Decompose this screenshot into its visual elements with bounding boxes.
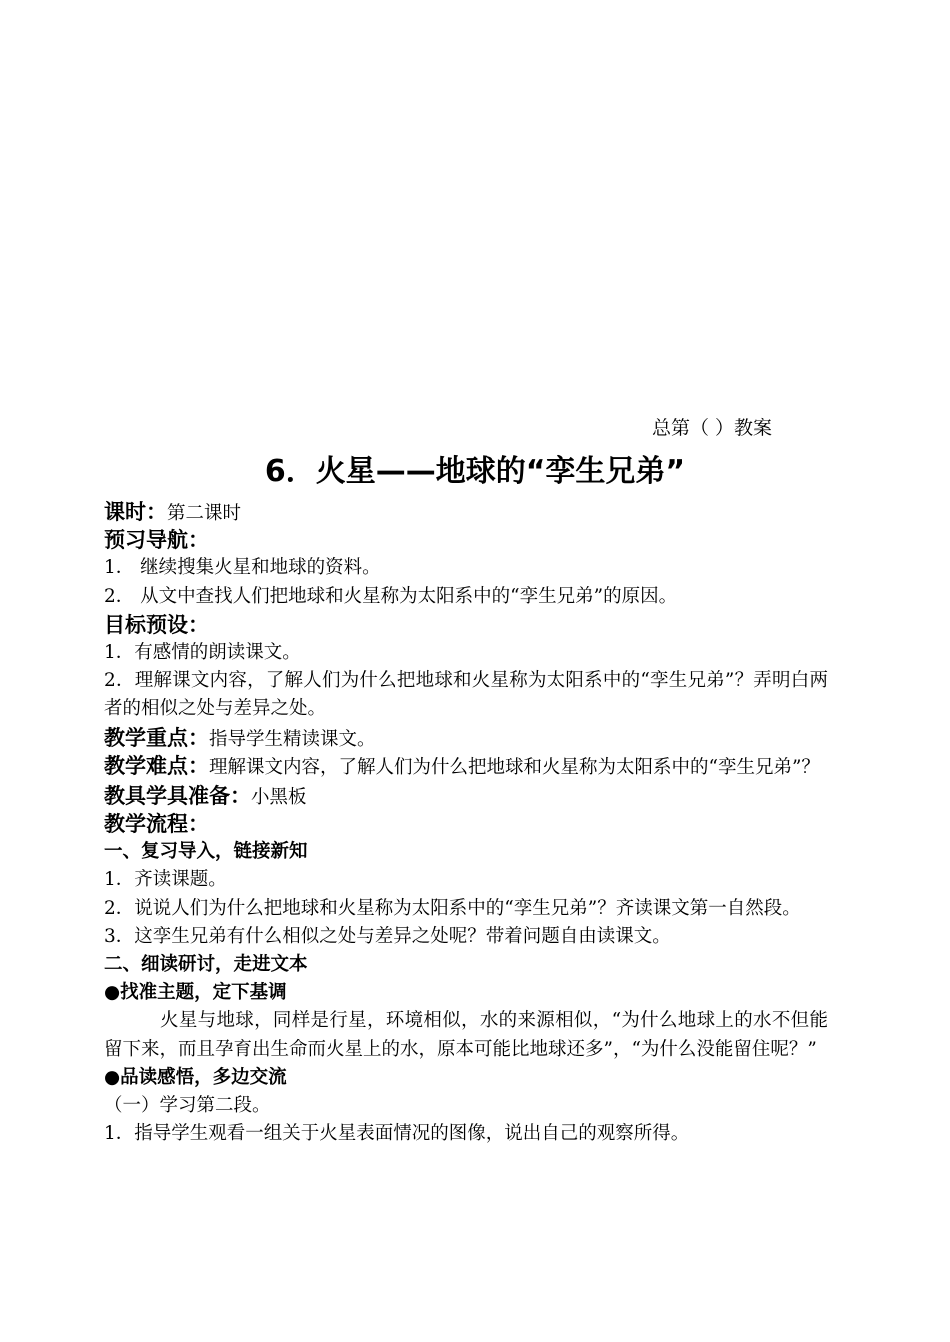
section-item: 1．指导学生观看一组关于火星表面情况的图像，说出自己的观察所得。 xyxy=(104,1123,690,1145)
goals-label: 目标预设： xyxy=(104,612,209,637)
key-point-row xyxy=(104,724,828,752)
key-point-label: 教学重点： xyxy=(104,725,209,750)
key-point-value: 指导学生精读课文。 xyxy=(209,728,376,750)
goal-item: 1．有感情的朗读课文。 xyxy=(104,641,301,663)
goal-item: 2．理解课文内容，了解人们为什么把地球和火星称为太阳系中的“孪生兄弟”？弄明白两者的相似之处与差异之处。 xyxy=(104,670,828,720)
preview-label: 预习导航： xyxy=(104,528,209,553)
section-heading: 一、复习导入，链接新知 xyxy=(104,841,308,863)
process-label: 教学流程： xyxy=(104,812,209,837)
goals-heading xyxy=(104,611,828,639)
section-item: 1．齐读课题。 xyxy=(104,869,227,891)
lesson-title: 6．火星——地球的“孪生兄弟” xyxy=(264,454,686,489)
lesson-time-row xyxy=(104,498,828,526)
materials-row xyxy=(104,782,828,810)
section-item: 3．这孪生兄弟有什么相似之处与差异之处呢？带着问题自由读课文。 xyxy=(104,925,671,947)
materials-label: 教具学具准备： xyxy=(104,783,251,808)
part-heading: （一）学习第二段。 xyxy=(104,1095,271,1117)
lesson-time-value: 第二课时 xyxy=(167,503,242,524)
lesson-content xyxy=(104,498,828,1148)
difficulty-value: 理解课文内容，了解人们为什么把地球和火星称为太阳系中的“孪生兄弟”？ xyxy=(209,756,820,778)
subsection-heading: ●品读感悟，多边交流 xyxy=(104,1066,287,1088)
difficulty-label: 教学难点： xyxy=(104,753,209,778)
theme-paragraph: 火星与地球，同样是行星，环境相似，水的来源相似，“为什么地球上的水不但能留下来，而且孕育出生命而火星上的水，原本可能比地球还多”，“为什么没能留住呢？” xyxy=(104,1010,828,1060)
preview-item: 1． 继续搜集火星和地球的资料。 xyxy=(104,557,381,579)
preview-heading xyxy=(104,526,828,554)
process-heading xyxy=(104,810,828,838)
subsection-heading: ●找准主题，定下基调 xyxy=(104,982,287,1004)
preview-item: 2． 从文中查找人们把地球和火星称为太阳系中的“孪生兄弟”的原因。 xyxy=(104,585,678,607)
section-item: 2．说说人们为什么把地球和火星称为太阳系中的“孪生兄弟”？齐读课文第一自然段。 xyxy=(104,897,801,919)
lesson-time-label: 课时： xyxy=(104,500,167,524)
lesson-plan-number: 总第（ ）教案 xyxy=(652,417,773,439)
materials-value: 小黑板 xyxy=(251,786,307,808)
difficulty-row xyxy=(104,752,828,782)
section-heading: 二、细读研讨，走进文本 xyxy=(104,954,308,976)
